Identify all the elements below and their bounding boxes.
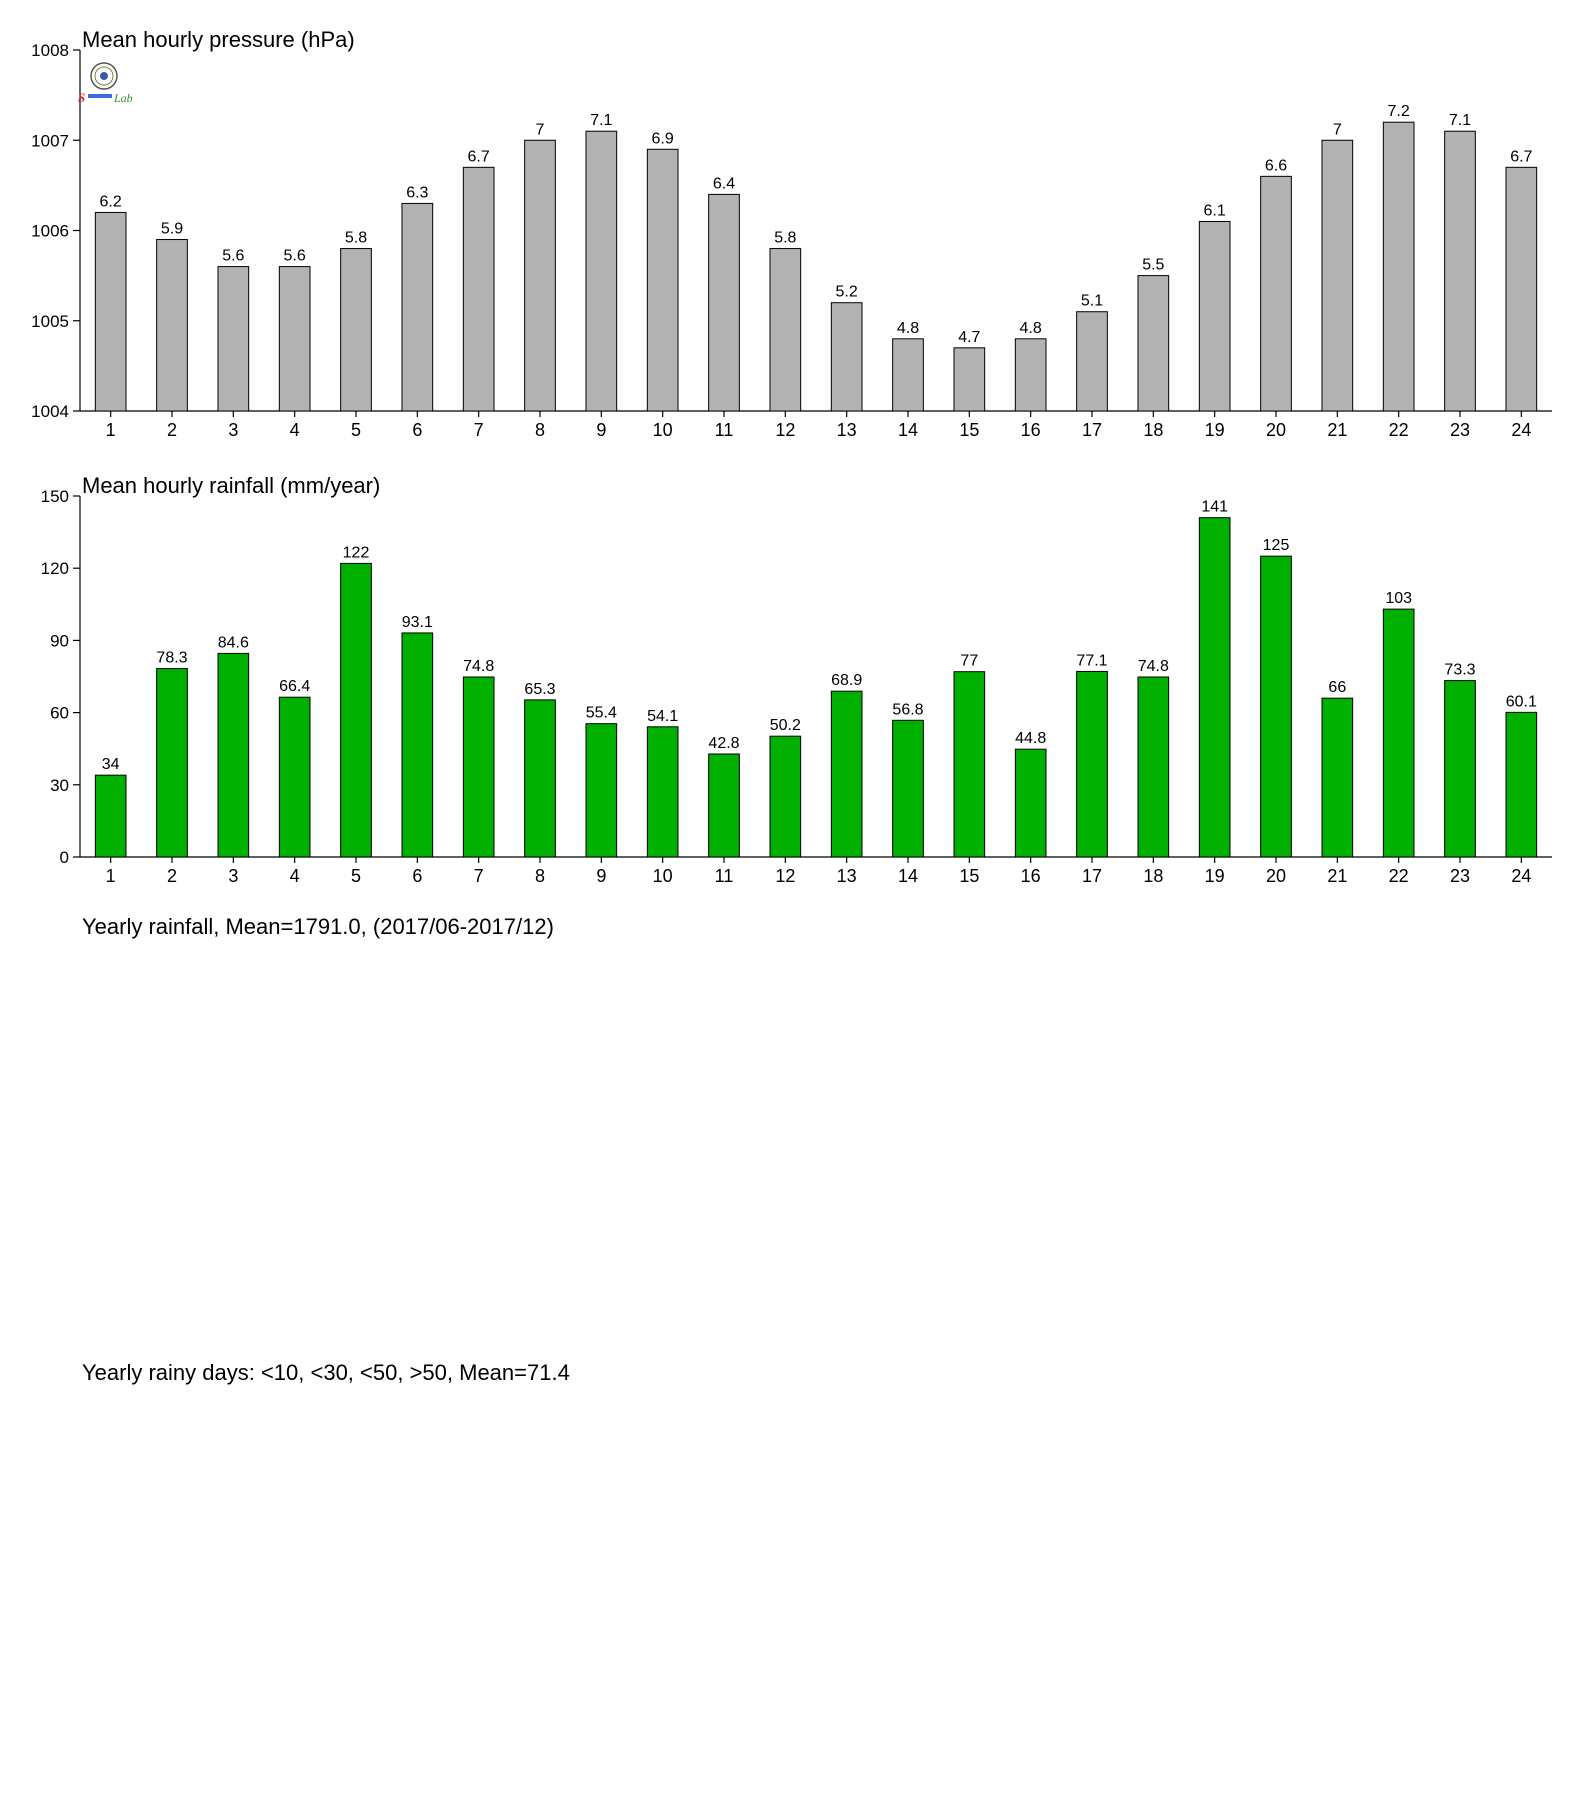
x-tick-label: 11 [714, 420, 734, 440]
x-tick-label: 3 [228, 866, 239, 886]
data-label: 68.9 [831, 672, 863, 690]
data-label: 34 [101, 756, 120, 774]
bar [1138, 276, 1169, 411]
data-label: 50.2 [769, 717, 801, 735]
y-tick-label: 30 [50, 775, 69, 795]
bar [157, 240, 188, 411]
bar [1077, 312, 1108, 411]
bar [1506, 167, 1537, 411]
data-label: 77 [960, 652, 979, 670]
x-tick-label: 4 [289, 866, 300, 886]
data-label: 5.5 [1142, 256, 1165, 274]
bar [1383, 609, 1414, 857]
bar [1322, 698, 1353, 857]
bar [1199, 518, 1230, 857]
data-label: 6.3 [406, 184, 429, 202]
data-label: 5.8 [344, 229, 368, 247]
data-label: 93.1 [401, 613, 433, 631]
bar [1015, 749, 1046, 857]
x-tick-label: 8 [534, 866, 546, 886]
data-label: 7 [535, 121, 545, 139]
pressure-chart [31, 27, 1552, 440]
bar [525, 700, 556, 857]
x-tick-label: 14 [897, 866, 919, 886]
data-label: 4.7 [958, 328, 981, 346]
x-tick-label: 7 [473, 420, 484, 440]
bar [1261, 556, 1292, 857]
data-label: 65.3 [524, 680, 556, 698]
bar [954, 348, 985, 411]
y-tick-label: 1008 [31, 41, 69, 60]
x-tick-label: 13 [836, 866, 857, 886]
data-label: 125 [1262, 537, 1290, 555]
bar [525, 140, 556, 411]
data-label: 74.8 [1137, 657, 1169, 675]
data-label: 6.9 [651, 130, 674, 148]
x-tick-label: 5 [350, 420, 362, 440]
bar [770, 249, 801, 411]
x-tick-label: 12 [775, 866, 796, 886]
svg-text:S: S [78, 90, 86, 105]
y-tick-label: 60 [50, 703, 69, 723]
bar [279, 267, 310, 411]
data-label: 77.1 [1076, 652, 1108, 670]
x-tick-label: 23 [1449, 420, 1471, 440]
data-label: 5.2 [835, 283, 858, 301]
x-tick-label: 11 [714, 866, 734, 886]
y-tick-label: 0 [59, 848, 69, 867]
logo-text: Lab [114, 91, 133, 105]
bar [893, 339, 924, 411]
yearly-rainfall-caption: Yearly rainfall, Mean=1791.0, (2017/06-2017/12) [82, 914, 554, 939]
lab-logo [78, 63, 133, 105]
chart-title: Mean hourly rainfall (mm/year) [82, 473, 381, 498]
x-tick-label: 6 [412, 420, 423, 440]
x-tick-label: 9 [596, 866, 607, 886]
bar [1199, 221, 1230, 411]
x-tick-label: 21 [1327, 420, 1348, 440]
x-tick-label: 15 [959, 420, 980, 440]
data-label: 6.4 [712, 175, 736, 193]
data-label: 66.4 [279, 678, 311, 696]
x-tick-label: 1 [105, 866, 116, 886]
data-label: 60.1 [1505, 693, 1537, 711]
y-tick-label: 1005 [31, 311, 69, 331]
bar [1015, 339, 1046, 411]
x-tick-label: 1 [105, 420, 116, 440]
bar [1261, 176, 1292, 411]
bar [586, 724, 617, 857]
x-tick-label: 14 [897, 420, 919, 440]
x-tick-label: 17 [1081, 866, 1103, 886]
x-tick-label: 19 [1204, 866, 1225, 886]
data-label: 6.2 [99, 193, 122, 211]
bar [157, 669, 188, 857]
x-tick-label: 17 [1081, 420, 1103, 440]
bar [647, 727, 678, 857]
bar [1077, 671, 1108, 857]
data-label: 78.3 [156, 649, 188, 667]
data-label: 122 [342, 544, 370, 562]
bar [1383, 122, 1414, 411]
x-tick-label: 15 [959, 866, 980, 886]
bar [1445, 131, 1476, 411]
y-tick-label: 150 [40, 487, 69, 506]
bar [770, 736, 801, 857]
x-tick-label: 18 [1143, 866, 1164, 886]
x-tick-label: 10 [652, 420, 673, 440]
x-tick-label: 24 [1511, 866, 1532, 886]
x-tick-label: 2 [166, 420, 178, 440]
bar [279, 697, 310, 857]
x-tick-label: 21 [1327, 866, 1348, 886]
bar [709, 194, 740, 411]
data-label: 4.8 [1019, 319, 1042, 337]
bar [893, 720, 924, 857]
bar [218, 653, 249, 857]
x-tick-label: 2 [166, 866, 178, 886]
x-tick-label: 4 [289, 420, 300, 440]
data-label: 5.9 [160, 220, 184, 238]
y-tick-label: 1007 [31, 131, 69, 151]
x-tick-label: 16 [1020, 866, 1041, 886]
y-tick-label: 90 [50, 631, 69, 651]
data-label: 6.1 [1203, 202, 1226, 220]
bar [647, 149, 678, 411]
data-label: 84.6 [217, 634, 249, 652]
data-label: 56.8 [892, 701, 924, 719]
bar [95, 775, 126, 857]
x-tick-label: 12 [775, 420, 796, 440]
bar [463, 167, 494, 411]
bar [1445, 681, 1476, 857]
bar [831, 691, 862, 857]
bar [341, 249, 372, 411]
data-label: 42.8 [708, 734, 740, 752]
bar [831, 303, 862, 411]
bar [1506, 712, 1537, 857]
bar [95, 212, 126, 411]
data-label: 5.8 [774, 229, 797, 247]
data-label: 5.6 [222, 247, 245, 265]
data-label: 5.6 [283, 247, 306, 265]
data-label: 4.8 [896, 319, 920, 337]
bar [1138, 677, 1169, 857]
x-tick-label: 24 [1511, 420, 1532, 440]
x-tick-label: 20 [1265, 866, 1287, 886]
y-tick-label: 120 [40, 559, 69, 579]
data-label: 66 [1328, 679, 1347, 697]
data-label: 6.6 [1264, 157, 1288, 175]
bar [463, 677, 494, 857]
x-tick-label: 19 [1204, 420, 1225, 440]
y-tick-label: 1006 [31, 221, 69, 241]
data-label: 44.8 [1015, 730, 1047, 748]
data-label: 54.1 [647, 707, 679, 725]
x-tick-label: 20 [1265, 420, 1287, 440]
data-label: 74.8 [463, 657, 495, 675]
x-tick-label: 6 [412, 866, 423, 886]
data-label: 6.7 [1510, 148, 1533, 166]
x-tick-label: 3 [228, 420, 239, 440]
bar [954, 672, 985, 857]
data-label: 5.1 [1080, 292, 1104, 310]
x-tick-label: 18 [1143, 420, 1164, 440]
x-tick-label: 13 [836, 420, 857, 440]
yearly-rainy-days-caption: Yearly rainy days: <10, <30, <50, >50, Mean=71.4 [82, 1360, 570, 1385]
bar [402, 203, 433, 411]
data-label: 7.2 [1387, 103, 1410, 121]
x-tick-label: 16 [1020, 420, 1041, 440]
x-tick-label: 22 [1388, 866, 1409, 886]
bar [341, 563, 372, 857]
bar [709, 754, 740, 857]
data-label: 7 [1332, 121, 1342, 139]
bar [586, 131, 617, 411]
data-label: 55.4 [585, 704, 617, 722]
x-tick-label: 10 [652, 866, 673, 886]
bar [1322, 140, 1353, 411]
data-label: 73.3 [1444, 661, 1476, 679]
bar [218, 267, 249, 411]
x-tick-label: 23 [1449, 866, 1471, 886]
x-tick-label: 22 [1388, 420, 1409, 440]
x-tick-label: 5 [350, 866, 362, 886]
x-tick-label: 9 [596, 420, 607, 440]
data-label: 7.1 [1448, 112, 1472, 130]
x-tick-label: 7 [473, 866, 484, 886]
data-label: 103 [1385, 590, 1413, 608]
data-label: 141 [1201, 498, 1229, 516]
data-label: 7.1 [590, 112, 613, 130]
data-label: 6.7 [467, 148, 490, 166]
y-tick-label: 1004 [31, 402, 69, 421]
bar [402, 633, 433, 857]
x-tick-label: 8 [534, 420, 546, 440]
chart-title: Mean hourly pressure (hPa) [82, 27, 355, 52]
rainfall-chart [41, 473, 1552, 886]
